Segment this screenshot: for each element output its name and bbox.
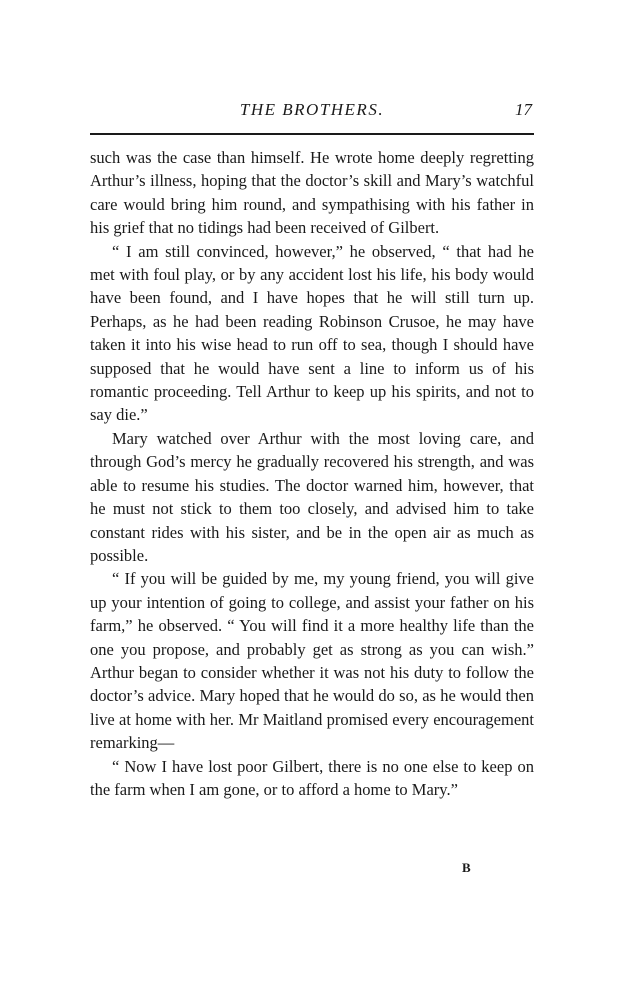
header-rule bbox=[90, 133, 534, 135]
paragraph-4: “ If you will be guided by me, my young friend, you will give up your intention of going to college, and assist your father on his farm,” he observed. “ You will find it a more healthy life than the one you propose, and probably get as strong as you can wish.” Arthur began to consider whether it was not his duty to follow the doctor’s advice. Mary hoped that he would do so, as he would then live at home with her. Mr Maitland promised every encouragement remarking— bbox=[90, 569, 534, 753]
signature-mark: B bbox=[462, 860, 471, 875]
paragraph-1: such was the case than himself. He wrote home deeply regretting Arthur’s illness, hoping that the doctor’s skill and Mary’s watchful care would bring him round, and sympathising with his father in his grief that no tidings had been received of Gilbert. bbox=[90, 148, 534, 238]
body-text bbox=[90, 146, 534, 801]
running-header bbox=[90, 100, 534, 130]
page-number: 17 bbox=[515, 100, 532, 119]
running-title: THE BROTHERS. bbox=[239, 100, 385, 119]
paragraph-5: “ Now I have lost poor Gilbert, there is no one else to keep on the farm when I am gone, or to afford a home to Mary.” bbox=[90, 756, 534, 799]
paragraph-2: “ I am still convinced, however,” he observed, “ that had he met with foul play, or by any accident lost his life, his body would have been found, and I have hopes that he will still turn up. Perhaps, as he had been reading Robinson Crusoe, he may have taken it into his wise head to run off to sea, though I should have supposed that he would have sent a line to inform us of his romantic proceeding. Tell Arthur to keep up his spirits, and not to say die.” bbox=[90, 241, 534, 425]
paragraph-3: Mary watched over Arthur with the most loving care, and through God’s mercy he gradually recovered his strength, and was able to resume his studies. The doctor warned him, however, that he must not stick to them too closely, and advised him to take constant rides with his sister, and be in the open air as much as possible. bbox=[90, 428, 534, 565]
